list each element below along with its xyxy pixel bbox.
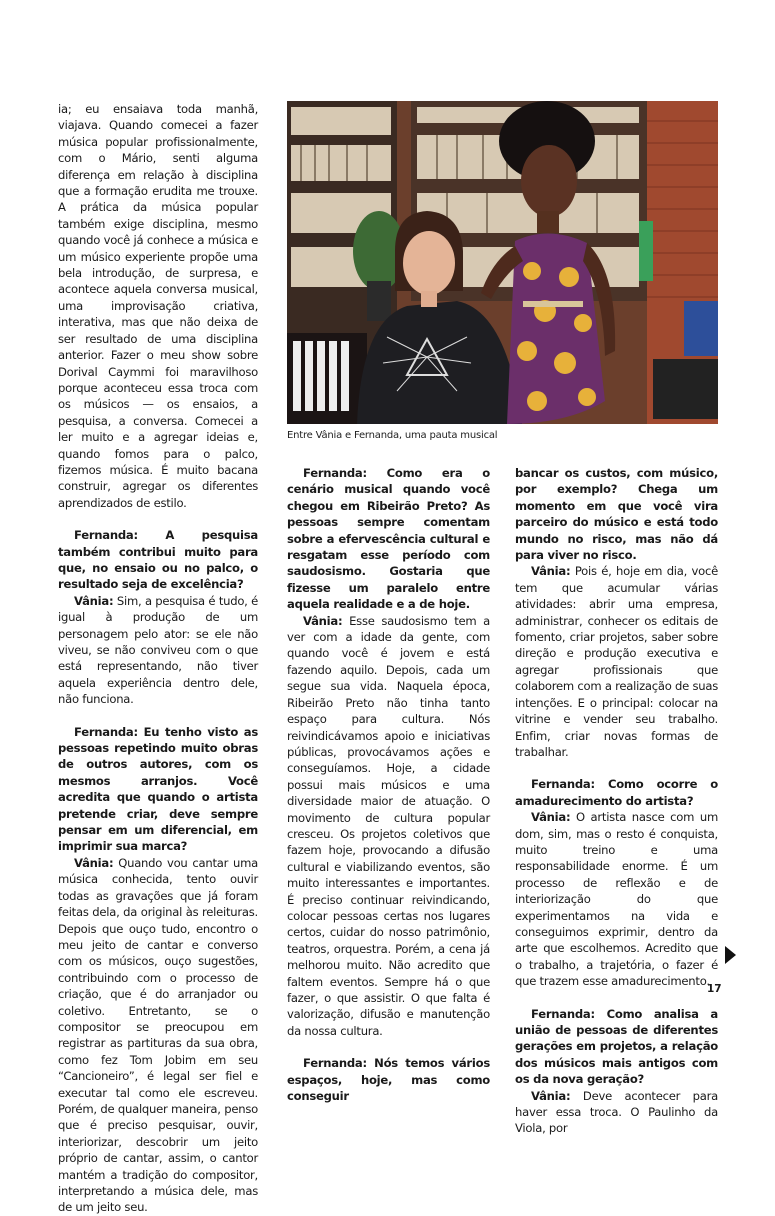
speaker-label: Vânia: [531, 1088, 571, 1103]
photo-caption: Entre Vânia e Fernanda, uma pauta musical [287, 430, 498, 441]
speaker-label: Vânia: [531, 810, 571, 825]
question: Fernanda: A pesquisa também contribui muito para que, no ensaio ou no palco, o resultado seja de excelência? [58, 528, 258, 592]
answer [515, 1088, 718, 1137]
continue-arrow-icon [725, 946, 736, 964]
question: Fernanda: Eu tenho visto as pessoas repetindo muito obras de outros autores, com os mesmos arranjos. Você acredita que quando o artista pretende criar, deve sempre pensar em um diferencial, em imprimir sua marca? [58, 724, 258, 854]
text-column-2 [287, 465, 490, 1104]
question: Fernanda: Nós temos vários espaços, hoje, mas como conseguir [287, 1056, 490, 1104]
answer [515, 563, 718, 760]
interview-photo [287, 101, 718, 424]
speaker-label: Vânia: [74, 593, 114, 608]
speaker-label: Vânia: [531, 564, 571, 579]
page-number: 17 [707, 983, 722, 995]
answer [58, 593, 258, 708]
answer [58, 855, 258, 1216]
question-continued: bancar os custos, com músico, por exemplo? Chega um momento em que você vira parceiro do músico e está todo mundo no risco, mas não dá para viver no risco. [515, 466, 718, 563]
answer [515, 809, 718, 989]
answer [287, 613, 490, 1040]
answer-text: Pois é, hoje em dia, você tem que acumular várias atividades: abrir uma empresa, administrar, conhecer os editais de fomento, criar projetos, saber sobre direção e produção executiva e agregar profissionais que colaborem com a realização de suas intenções. E o principal: colocar na vitrine e vender seu trabalho. Enfim, criar novas formas de trabalhar. [515, 564, 718, 759]
photo-illustration [287, 101, 718, 424]
answer-text: Quando vou cantar uma música conhecida, tento ouvir todas as gravações que já foram feitas dela, da original às releituras. Depois que ouço tudo, encontro o meu jeito de cantar e converso com os músicos, ouço sugestões, contribuindo com o processo de criação, que é do arranjador ou coletivo. Entretanto, se o compositor se preocupou em registrar as partituras da sua obra, como fez Tom Jobim em seu “Cancioneiro”, é legal ser fiel e executar tal como ele escreveu. Porém, de qualquer maneira, penso que é preciso pesquisar, ouvir, interiorizar, descobrir um jeito próprio de cantar, assim, o cantor mantém a tradição do compositor, interpretando a música dele, mas de um jeito seu. [58, 855, 258, 1215]
text-column-1 [58, 101, 258, 1216]
question: Fernanda: Como era o cenário musical quando você chegou em Ribeirão Preto? As pessoas sempre comentam sobre a efervescência cultural e resgatam esse período com saudosismo. Gostaria que fizesse um paralelo entre aquela realidade e a de hoje. [287, 466, 490, 612]
speaker-label: Vânia: [303, 613, 343, 628]
answer-text: Sim, a pesquisa é tudo, é igual à produção de um personagem pelo ator: se ele não viveu, se não conviveu com o que está representando, não tiver aquela experiência dentro dele, não funciona. [58, 593, 258, 707]
question: Fernanda: Como analisa a união de pessoas de diferentes gerações em projetos, a relação dos músicos mais antigos com os da nova geração? [515, 1006, 718, 1087]
answer-text: Deve acontecer para haver essa troca. O Paulinho da Viola, por [515, 1088, 718, 1136]
paragraph: ia; eu ensaiava toda manhã, viajava. Quando comecei a fazer música popular profissionalmente, com o Mário, senti alguma diferença em relação à disciplina que a formação erudita me trouxe. A prática da música popular também exige disciplina, mesmo quando você já conhece a música e um músico experiente propõe uma bela introdução, de surpresa, e acontece aquela conversa musical, uma improvisação criativa, interativa, mas que não deixa de ser resultado de uma disciplina anterior. Fazer o meu show sobre Dorival Caymmi foi maravilhoso porque aconteceu essa troca com os músicos — os ensaios, a pesquisa, a conversa. Comecei a ler muito e a agregar ideias e, quando fomos para o palco, fizemos música. É muito bacana construir, agregar os diferentes aprendizados de estilo. [58, 102, 258, 510]
answer-text: O artista nasce com um dom, sim, mas o resto é conquista, muito treino e uma responsabilidade enorme. É um processo de reflexão e de interiorização do que experimentamos na vida e conseguimos exprimir, dentro da arte que escolhemos. Acredito que o trabalho, a trajetória, o fazer é que trazem esse amadurecimento. [515, 810, 718, 989]
text-column-3 [515, 465, 718, 1137]
speaker-label: Vânia: [74, 855, 114, 870]
question: Fernanda: Como ocorre o amadurecimento do artista? [515, 777, 718, 808]
answer-text: Esse saudosismo tem a ver com a idade da gente, com quando você é jovem e está fazendo aquilo. Depois, cada um segue sua vida. Naquela época, Ribeirão Preto não tinha tanto espaço para cultura. Nós reivindicávamos apoio e iniciativas públicas, provocávamos ações e conseguíamos. Hoje, a cidade possui mais músicos e uma diversidade maior de atuação. O movimento de cultura popular cresceu. Os projetos coletivos que fazem hoje, provocando a difusão cultural e viabilizando eventos, são muito interessantes e importantes. É preciso continuar reivindicando, colocar pessoas certas nos lugares certos, cuidar do nosso patrimônio, teatros, orquestra. Porém, a cena já melhorou muito. Não acredito que faltem eventos. Sempre há o que fazer, o que assistir. O que falta é valorização, difusão e manutenção da nossa cultura. [287, 613, 490, 1038]
